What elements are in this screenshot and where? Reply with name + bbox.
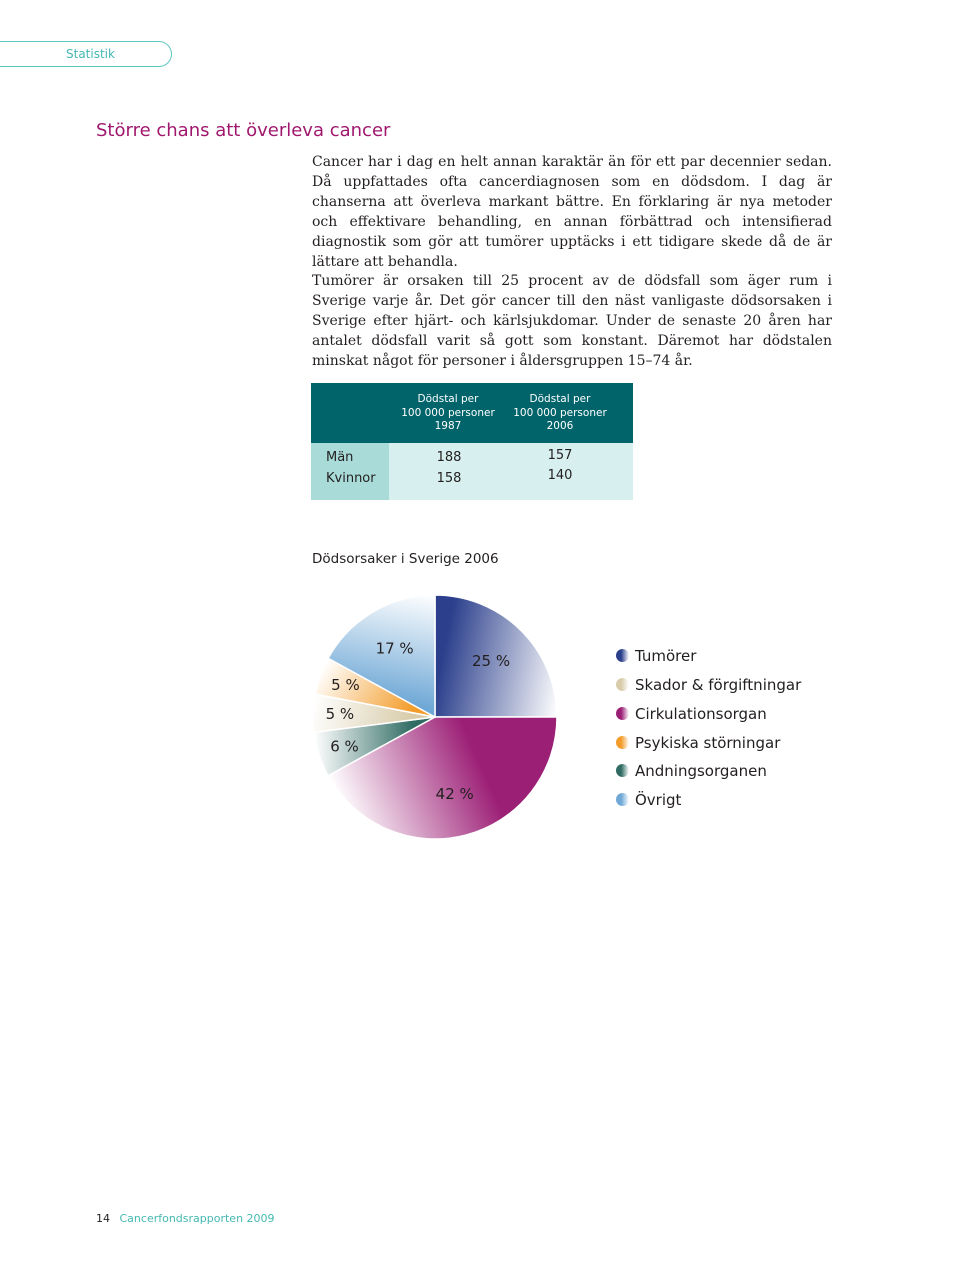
cell-kvinnor-1987: 158: [436, 471, 462, 486]
column-header-year: 2006: [546, 420, 574, 432]
paragraph-1: Cancer har i dag en helt annan karaktär än för ett par decennier sedan. Då uppfattades ofta cancerdiagnosen som en dödsdom. I dag är chanserna att överleva markant bättre. En förklaring är nya metoder och effektivare behandling, en annan förbättrad och intensifierad diagnostik som gör att tumörer upptäcks i ett tidigare skede då de är lättare att behandla.: [312, 154, 832, 270]
legend-label: Cirkulationsorgan: [635, 705, 767, 723]
column-header-line: Dödstal per: [529, 393, 591, 405]
page-number: 14: [96, 1212, 110, 1225]
column-header-line: Dödstal per: [417, 393, 479, 405]
pie-chart: [300, 590, 590, 850]
death-rate-table: [311, 383, 633, 500]
column-header-line: 100 000 personer: [513, 406, 607, 419]
cell-man-1987: 188: [436, 450, 462, 465]
column-header-year: 1987: [434, 420, 462, 432]
pie-slice-label: 42 %: [435, 784, 474, 803]
column-header-2006: [500, 393, 620, 434]
legend-label: Övrigt: [635, 791, 682, 809]
page-title: Större chans att överleva cancer: [96, 120, 391, 141]
chart-title: Dödsorsaker i Sverige 2006: [312, 551, 499, 567]
legend-label: Tumörer: [635, 647, 697, 665]
pie-slice-label: 5 %: [325, 705, 355, 724]
paragraph-2: Tumörer är orsaken till 25 procent av de dödsfall som äger rum i Sverige varje år. Det gör cancer till den näst vanligaste dödsorsaken i Sverige efter hjärt- och kärlsjukdomar. Under de senaste 20 åren har antalet dödsfall varit så gott som konstant. Däremot har dödstalen minskat något för personer i åldersgruppen 15–74 år.: [312, 273, 832, 369]
pie-slice-label: 5 %: [331, 675, 360, 694]
legend-label: Skador & förgiftningar: [635, 676, 802, 694]
column-header-line: 100 000 personer: [401, 406, 495, 419]
pie-slice-label: 17 %: [375, 639, 414, 658]
legend-swatch: [616, 678, 629, 691]
page-footer: [96, 1212, 275, 1225]
column-header-1987: [388, 393, 508, 434]
row-label-man: Män: [326, 450, 354, 465]
legend-swatch: [616, 793, 629, 806]
row-label-kvinnor: Kvinnor: [326, 471, 376, 486]
cell-man-2006: 157: [547, 448, 573, 463]
pie-slice-label: 6 %: [330, 737, 359, 756]
legend-swatch: [616, 649, 629, 662]
section-label: Statistik: [66, 47, 115, 61]
cell-kvinnor-2006: 140: [547, 468, 573, 483]
legend-swatch: [616, 707, 629, 720]
pie-slice-label: 25 %: [472, 651, 511, 670]
legend-label: Psykiska störningar: [635, 734, 781, 752]
footer-source: Cancerfondsrapporten 2009: [119, 1212, 275, 1225]
legend-swatch: [616, 736, 629, 749]
legend-label: Andningsorganen: [635, 762, 767, 780]
legend-swatch: [616, 764, 629, 777]
